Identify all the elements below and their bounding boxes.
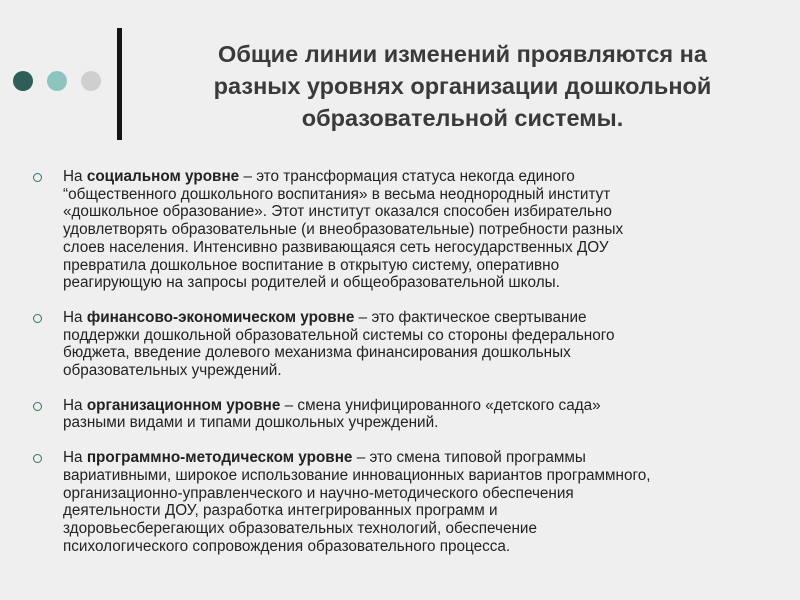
bullet-text-line (63, 186, 790, 204)
text-segment: На (63, 449, 87, 467)
bullet-text-line (63, 520, 790, 538)
slide-title (135, 38, 790, 134)
bullet-text-line (63, 257, 790, 275)
bullet-text-line (63, 538, 790, 556)
title-line: образовательной системы. (301, 105, 624, 131)
bullet-item (30, 397, 790, 432)
level-name: программно-методическом уровне (86, 449, 353, 467)
text-segment: деятельности ДОУ, разработка интегрированных программ и (63, 502, 498, 520)
title-divider (117, 28, 122, 140)
text-segment: здоровьесберегающих образовательных технологий, обеспечение (63, 519, 537, 537)
title-line: Общие линии изменений проявляются на (218, 41, 707, 67)
bullet-item (30, 309, 790, 380)
level-name: социальном уровне (86, 168, 240, 185)
text-segment: «дошкольное образование». Этот институт оказался способен избирательно (63, 203, 612, 221)
bullet-text-line (63, 239, 790, 257)
bullet-text-line (63, 327, 790, 345)
bullet-text-line (63, 309, 790, 327)
ring-bullet-icon (33, 402, 42, 411)
bullet-text-line (63, 397, 790, 415)
text-segment: организационно-управленческого и научно-методического обеспечения (63, 484, 574, 502)
level-name: организационном уровне (86, 396, 281, 414)
text-segment: удовлетворять образовательные (и внеобразовательные) потребности разных (63, 221, 624, 239)
text-segment: На (63, 308, 87, 326)
bullet-text-line (63, 467, 790, 485)
bullet-item (30, 168, 790, 292)
text-segment: бюджета, введение долевого механизма финансирования дошкольных (63, 344, 571, 362)
bullet-text-line (63, 362, 790, 380)
text-segment: вариативными, широкое использование инновационных вариантов программного, (63, 466, 651, 484)
bullet-text-line (63, 502, 790, 520)
text-segment: На (63, 168, 87, 185)
ring-bullet-icon (33, 173, 42, 182)
gray-dot-icon (81, 71, 101, 91)
text-segment: “общественного дошкольного воспитания» в весьма неоднородный институт (63, 185, 611, 203)
bullet-item (30, 449, 790, 555)
bullet-list (30, 168, 790, 555)
text-segment: – это фактическое свертывание (354, 308, 587, 326)
text-segment: слоев населения. Интенсивно развивающаяся сеть негосударственных ДОУ (63, 238, 609, 256)
title-line: разных уровнях организации дошкольной (213, 73, 712, 99)
ring-bullet-icon (33, 314, 42, 323)
bullet-text-line (63, 274, 790, 292)
bullet-text-line (63, 344, 790, 362)
text-segment: образовательных учреждений. (63, 362, 282, 380)
text-segment: реагирующую на запросы родителей и общеобразовательной школы. (63, 274, 560, 292)
bullet-text-line (63, 221, 790, 239)
bullet-text-line (63, 203, 790, 221)
ring-bullet-icon (33, 454, 42, 463)
light-teal-dot-icon (47, 71, 67, 91)
level-name: финансово-экономическом уровне (86, 308, 355, 326)
text-segment: разными видами и типами дошкольных учреждений. (63, 414, 439, 432)
text-segment: На (63, 396, 87, 414)
text-segment: – это трансформация статуса некогда единого (239, 168, 575, 185)
bullet-text-line (63, 485, 790, 503)
text-segment: психологического сопровождения образовательного процесса. (63, 537, 511, 555)
bullet-text-line (63, 414, 790, 432)
dark-teal-dot-icon (13, 71, 33, 91)
bullet-text-line (63, 168, 790, 186)
bullet-text-line (63, 449, 790, 467)
text-segment: – смена унифицированного «детского сада» (280, 396, 601, 414)
text-segment: поддержки дошкольной образовательной системы со стороны федерального (63, 326, 615, 344)
text-segment: превратила дошкольное воспитание в открытую систему, оперативно (63, 256, 560, 274)
text-segment: – это смена типовой программы (352, 449, 586, 467)
